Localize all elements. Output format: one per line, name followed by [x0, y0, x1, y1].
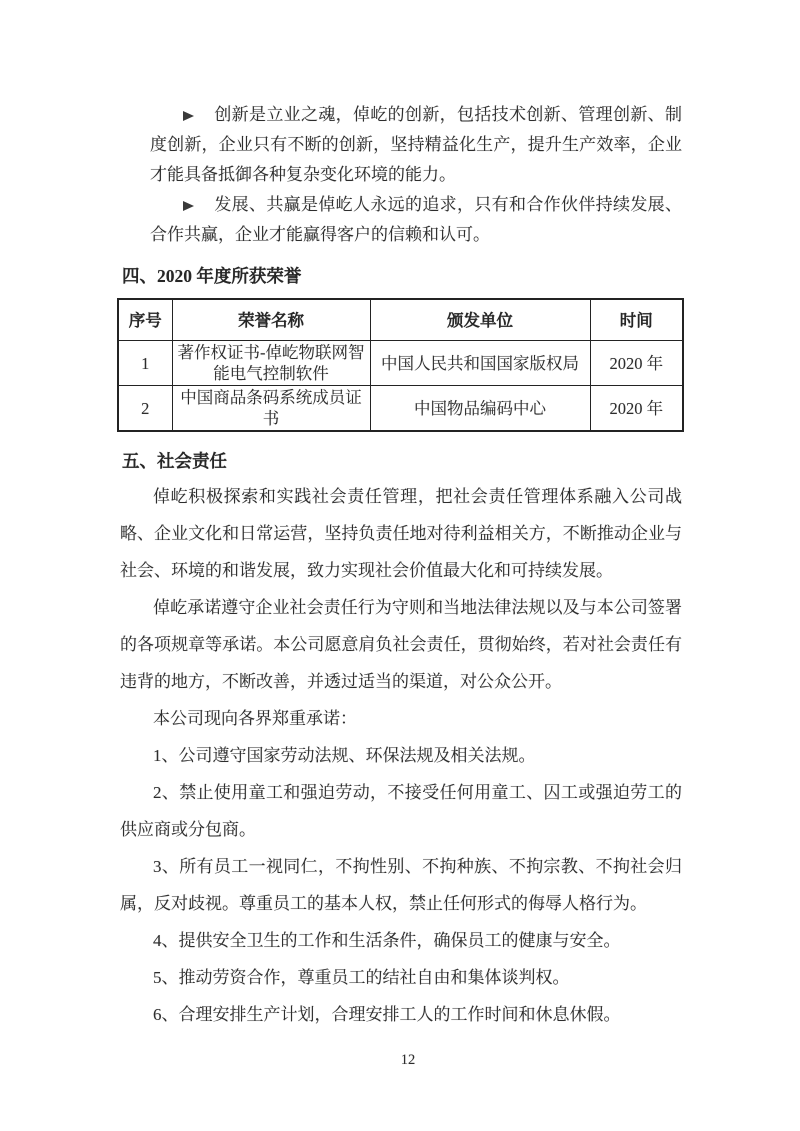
cell-index: 1	[118, 341, 172, 386]
commitment-item: 5、推动劳资合作，尊重员工的结社自由和集体谈判权。	[153, 968, 570, 987]
csr-section-heading: 五、社会责任	[122, 451, 227, 471]
header-cell-issuer: 颁发单位	[370, 299, 590, 341]
honors-table	[117, 298, 684, 432]
commitment-item: 2、禁止使用童工和强迫劳动，不接受任何用童工、囚工或强迫劳工的供应商或分包商。	[120, 783, 682, 839]
csr-paragraph: 倬屹承诺遵守企业社会责任行为守则和当地法律法规以及与本公司签署的各项规章等承诺。本公司愿意肩负社会责任，贯彻始终，若对社会责任有违背的地方，不断改善，并透过适当的渠道，对公众公开。	[120, 598, 682, 691]
page-number: 12	[400, 1052, 416, 1068]
cell-time: 2020 年	[590, 341, 683, 386]
bullet-item-text: 发展、共赢是倬屹人永远的追求，只有和合作伙伴持续发展、合作共赢，企业才能赢得客户的信赖和认可。	[150, 195, 682, 244]
header-cell-time: 时间	[590, 299, 683, 341]
csr-section-body	[120, 478, 682, 1033]
csr-paragraph: 倬屹积极探索和实践社会责任管理，把社会责任管理体系融入公司战略、企业文化和日常运营，坚持负责任地对待利益相关方，不断推动企业与社会、环境的和谐发展，致力实现社会价值最大化和可持续发展。	[120, 487, 682, 580]
bullet-list	[120, 100, 682, 250]
header-cell-honor-name: 荣誉名称	[172, 299, 370, 341]
bullet-item-text: 创新是立业之魂，倬屹的创新，包括技术创新、管理创新、制度创新，企业只有不断的创新，坚持精益化生产，提升生产效率，企业才能具备抵御各种复杂变化环境的能力。	[150, 105, 682, 184]
bullet-item	[120, 100, 682, 190]
cell-honor-name: 著作权证书-倬屹物联网智能电气控制软件	[172, 341, 370, 386]
arrow-bullet-icon	[183, 201, 194, 211]
cell-issuer: 中国物品编码中心	[370, 386, 590, 432]
csr-paragraph: 本公司现向各界郑重承诺：	[153, 709, 357, 728]
header-cell-index: 序号	[118, 299, 172, 341]
table-row	[118, 341, 683, 386]
commitment-item: 4、提供安全卫生的工作和生活条件，确保员工的健康与安全。	[153, 931, 621, 950]
cell-honor-name: 中国商品条码系统成员证书	[172, 386, 370, 432]
bullet-item	[120, 190, 682, 250]
commitment-item: 1、公司遵守国家劳动法规、环保法规及相关法规。	[153, 746, 536, 765]
commitment-item: 3、所有员工一视同仁，不拘性别、不拘种族、不拘宗教、不拘社会归属，反对歧视。尊重员工的基本人权，禁止任何形式的侮辱人格行为。	[120, 857, 682, 913]
commitment-item: 6、合理安排生产计划，合理安排工人的工作时间和休息休假。	[153, 1005, 621, 1024]
cell-time: 2020 年	[590, 386, 683, 432]
honors-section-heading: 四、2020 年度所获荣誉	[122, 266, 302, 286]
arrow-bullet-icon	[183, 111, 194, 121]
cell-issuer: 中国人民共和国国家版权局	[370, 341, 590, 386]
honors-table-header-row	[118, 299, 683, 341]
table-row	[118, 386, 683, 432]
cell-index: 2	[118, 386, 172, 432]
